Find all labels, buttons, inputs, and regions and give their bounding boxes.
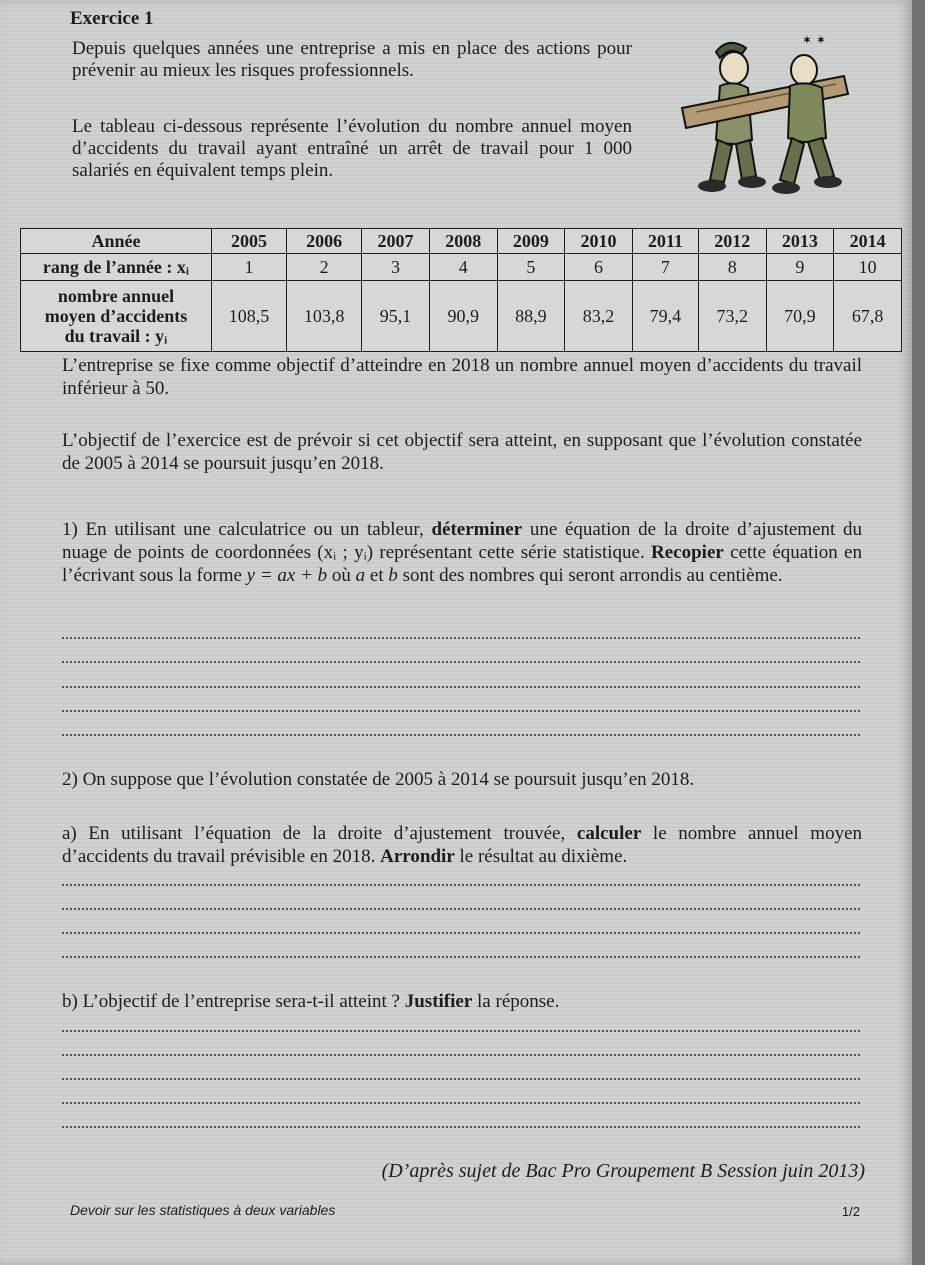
answer-line[interactable] xyxy=(62,932,860,934)
question-2b: b) L’objectif de l’entreprise sera-t-il atteint ? Justifier la réponse. xyxy=(62,991,560,1012)
answer-line[interactable] xyxy=(62,710,860,712)
q2a-keyword-arrondir: Arrondir xyxy=(380,846,455,867)
cell-year: 2006 xyxy=(287,229,362,254)
source-citation: (D’après sujet de Bac Pro Groupement B Session juin 2013) xyxy=(381,1160,865,1182)
answer-line[interactable] xyxy=(62,884,860,886)
objective-paragraph: L’entreprise se fixe comme objectif d’atteindre en 2018 un nombre annuel moyen d’accidents du travail inférieur à 50. xyxy=(62,355,862,399)
cell-rank: 2 xyxy=(287,254,362,281)
exercise-title: Exercice 1 xyxy=(70,8,154,29)
row-label-accidents xyxy=(21,281,212,352)
footer-title: Devoir sur les statistiques à deux variables xyxy=(70,1202,336,1218)
answer-line[interactable] xyxy=(62,686,860,688)
q1-keyword-determiner: déterminer xyxy=(431,519,523,540)
answer-line[interactable] xyxy=(62,956,860,958)
cell-year: 2007 xyxy=(362,229,430,254)
stars-icon: ✶ ✶ xyxy=(802,33,826,47)
cell-year: 2009 xyxy=(497,229,565,254)
cell-rank: 3 xyxy=(362,254,430,281)
answer-line[interactable] xyxy=(62,734,860,736)
cell-rank: 10 xyxy=(834,254,902,281)
cell-accidents: 73,2 xyxy=(698,281,766,352)
cell-accidents: 70,9 xyxy=(766,281,834,352)
right-worker-figure xyxy=(772,33,842,194)
cell-rank: 4 xyxy=(429,254,497,281)
answer-line[interactable] xyxy=(62,1102,860,1104)
cell-year: 2010 xyxy=(565,229,633,254)
cell-year: 2014 xyxy=(834,229,902,254)
goal-paragraph: L’objectif de l’exercice est de prévoir si cet objectif sera atteint, en supposant que l’évolution constatée de 2005 à 2014 se poursuit jusqu’en 2018. xyxy=(62,430,862,474)
cell-rank: 5 xyxy=(497,254,565,281)
accidents-data-table xyxy=(20,228,902,352)
cell-year: 2005 xyxy=(212,229,287,254)
q2a-keyword-calculer: calculer xyxy=(576,823,642,844)
answer-line[interactable] xyxy=(62,661,860,663)
cell-accidents: 90,9 xyxy=(429,281,497,352)
cell-accidents: 108,5 xyxy=(212,281,287,352)
q2b-keyword-justifier: Justifier xyxy=(404,991,473,1012)
intro-paragraph-1: Depuis quelques années une entreprise a mis en place des actions pour prévenir au mieux les risques professionnels. xyxy=(72,38,632,81)
answer-line[interactable] xyxy=(62,908,860,910)
cell-year: 2011 xyxy=(632,229,698,254)
cell-accidents: 95,1 xyxy=(362,281,430,352)
cell-year: 2013 xyxy=(766,229,834,254)
q1-formula: y = ax + b xyxy=(246,565,328,586)
cell-year: 2008 xyxy=(429,229,497,254)
answer-line[interactable] xyxy=(62,1078,860,1080)
question-1: 1) En utilisant une calculatrice ou un tableur, déterminer une équation de la droite d’ajustement du nuage de points de coordonnées (xᵢ ; yᵢ) représentant cette série statistique. Recopier cette équation en l’écrivant sous la forme y = ax + b où a et b sont des nombres qui seront arrondis au centième. xyxy=(62,519,862,586)
table-row-ranks xyxy=(21,254,902,281)
cell-accidents: 83,2 xyxy=(565,281,633,352)
cell-accidents: 79,4 xyxy=(632,281,698,352)
answer-line[interactable] xyxy=(62,1054,860,1056)
cell-rank: 9 xyxy=(766,254,834,281)
table-row-years xyxy=(21,229,902,254)
cell-accidents: 88,9 xyxy=(497,281,565,352)
row-label-accidents-line3: du travail : yᵢ xyxy=(64,326,168,346)
cell-year: 2012 xyxy=(698,229,766,254)
cell-rank: 6 xyxy=(565,254,633,281)
row-label-year: Année xyxy=(21,229,212,254)
worker-carrying-plank-illustration xyxy=(676,30,852,210)
row-label-accidents-line2: moyen d’accidents xyxy=(44,306,188,326)
cell-rank: 7 xyxy=(632,254,698,281)
cell-accidents: 67,8 xyxy=(834,281,902,352)
page-number: 1/2 xyxy=(841,1204,860,1219)
answer-line[interactable] xyxy=(62,1126,860,1128)
question-2a: a) En utilisant l’équation de la droite d’ajustement trouvée, calculer le nombre annuel moyen d’accidents du travail prévisible en 2018. Arrondir le résultat au dixième. xyxy=(62,823,862,867)
intro-paragraph-2: Le tableau ci-dessous représente l’évolution du nombre annuel moyen d’accidents du travail ayant entraîné un arrêt de travail pour 1 000 salariés en équivalent temps plein. xyxy=(72,116,632,181)
cell-accidents: 103,8 xyxy=(287,281,362,352)
answer-line[interactable] xyxy=(62,637,860,639)
table-row-accidents xyxy=(21,281,902,352)
row-label-rank: rang de l’année : xᵢ xyxy=(21,254,212,281)
question-2: 2) On suppose que l’évolution constatée de 2005 à 2014 se poursuit jusqu’en 2018. xyxy=(62,769,695,790)
q1-keyword-recopier: Recopier xyxy=(651,542,724,563)
row-label-accidents-line1: nombre annuel xyxy=(57,286,175,306)
cell-rank: 8 xyxy=(698,254,766,281)
cell-rank: 1 xyxy=(212,254,287,281)
answer-line[interactable] xyxy=(62,1030,860,1032)
